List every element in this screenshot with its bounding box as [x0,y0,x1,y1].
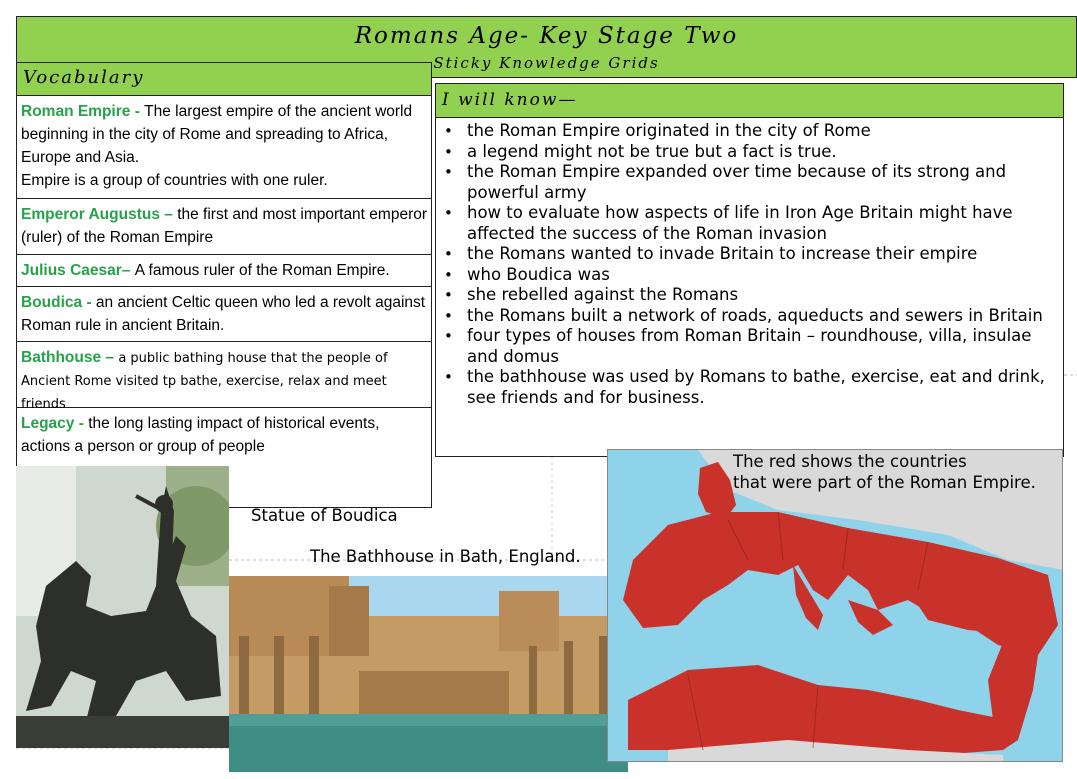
page-subtitle: Sticky Knowledge Grids [433,54,660,72]
knowledge-item: • four types of houses from Roman Britain – roundhouse, villa, insulae and domus [444,326,1055,367]
vocabulary-heading: Vocabulary [17,63,431,96]
knowledge-item: • how to evaluate how aspects of life in Iron Age Britain might have affected the success of the Roman invasion [444,203,1055,244]
vocab-term: Emperor Augustus – [21,206,178,223]
vocab-entry-bathhouse [17,342,431,412]
vocab-definition: A famous ruler of the Roman Empire. [134,262,390,279]
map-caption [733,452,1036,493]
knowledge-list [436,118,1063,408]
vocab-entry-legacy [17,408,431,462]
knowledge-item: • the Romans wanted to invade Britain to increase their empire [444,244,1055,265]
vocab-definition: The largest empire of the ancient world beginning in the city of Rome and spreading to Africa, Europe and Asia. [21,103,413,166]
knowledge-item: • the Roman Empire originated in the city of Rome [444,121,1055,142]
vocab-extra: Empire is a group of countries with one ruler. [21,172,328,189]
vocab-entry-boudica [17,287,431,342]
knowledge-item: • a legend might not be true but a fact is true. [444,142,1055,163]
statue-caption: Statue of Boudica [251,506,398,525]
page-title: Romans Age- Key Stage Two [354,23,739,49]
knowledge-panel [435,83,1064,457]
vocab-entry-roman-empire [17,96,431,199]
map-caption-line-2: that were part of the Roman Empire. [733,472,1036,492]
vocab-term: Bathhouse – [21,349,119,366]
vocab-term: Roman Empire - [21,103,145,120]
knowledge-item: • the Roman Empire expanded over time because of its strong and powerful army [444,162,1055,203]
knowledge-item: • the Romans built a network of roads, aqueducts and sewers in Britain [444,306,1055,327]
vocab-entry-julius-caesar [17,255,431,287]
vocab-term: Legacy - [21,415,89,432]
vocab-term: Julius Caesar– [21,262,135,279]
knowledge-heading: I will know— [436,84,1063,118]
boudica-statue-image [16,466,229,748]
vocab-entry-emperor-augustus [17,199,431,255]
vocab-definition: the first and most important emperor (ruler) of the Roman Empire [21,206,428,246]
vocab-term: Boudica - [21,294,96,311]
map-caption-line-1: The red shows the countries [733,452,967,471]
knowledge-item: • she rebelled against the Romans [444,285,1055,306]
vocab-definition: a public bathing house that the people of Ancient Rome visited tp bathe, exercise, relax and meet friends [21,351,388,412]
roman-empire-map [607,449,1063,762]
vocab-definition: an ancient Celtic queen who led a revolt against Roman rule in ancient Britain. [21,294,426,334]
vocabulary-panel [16,62,432,508]
bathhouse-image [229,576,628,772]
bathhouse-caption: The Bathhouse in Bath, England. [310,547,581,566]
vocab-definition: the long lasting impact of historical events, actions a person or group of people [21,415,380,455]
knowledge-item: • who Boudica was [444,265,1055,286]
knowledge-item: • the bathhouse was used by Romans to bathe, exercise, eat and drink, see friends and for business. [444,367,1055,408]
